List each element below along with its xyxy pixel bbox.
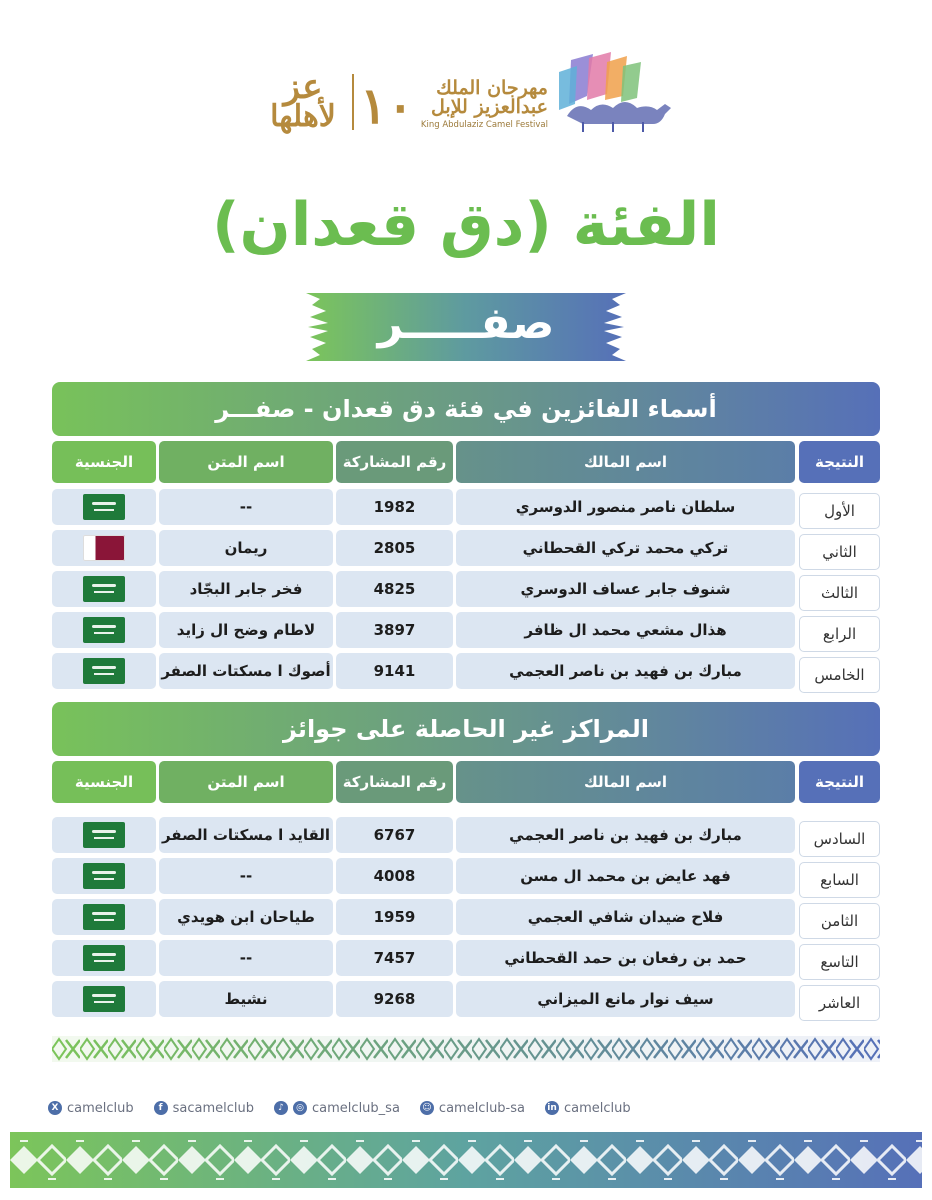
result-cell: الأول (799, 493, 880, 529)
festival-name-ar-line2: عبدالعزيز للإبل (431, 96, 548, 118)
logo-izz-line1: عز (283, 67, 323, 107)
social-x[interactable] (48, 1101, 134, 1116)
instagram-icon: ◎ (293, 1101, 307, 1115)
saudi-flag-icon (83, 494, 125, 520)
entry-number-cell: 4008 (336, 858, 453, 894)
snapchat-icon: ☺ (420, 1101, 434, 1115)
nationality-cell (52, 571, 156, 607)
sadu-pattern-footer (10, 1132, 922, 1188)
linkedin-icon: in (545, 1101, 559, 1115)
header-entry-number: رقم المشاركة (336, 761, 453, 803)
saudi-flag-icon (83, 904, 125, 930)
owner-cell: فلاح ضيدان شافي العجمي (456, 899, 795, 935)
header-mount-name: اسم المتن (159, 761, 333, 803)
result-cell: السابع (799, 862, 880, 898)
entry-number-cell: 9268 (336, 981, 453, 1017)
festival-camel-riders-icon (553, 52, 673, 132)
table-row (52, 612, 880, 648)
x-icon: X (48, 1101, 62, 1115)
social-handle: sacamelclub (172, 1100, 255, 1116)
mount-name-cell: -- (159, 489, 333, 525)
result-cell: الخامس (799, 657, 880, 693)
header-owner: اسم المالك (456, 441, 795, 483)
festival-name-en: King Abdulaziz Camel Festival (420, 120, 548, 130)
result-cell: السادس (799, 821, 880, 857)
owner-cell: تركي محمد تركي القحطاني (456, 530, 795, 566)
table-row (52, 981, 880, 1017)
header-entry-number: رقم المشاركة (336, 441, 453, 483)
mount-name-cell: أصوك ا مسكتات الصفر (159, 653, 333, 689)
table-header (52, 761, 880, 803)
entry-number-cell: 1982 (336, 489, 453, 525)
saudi-flag-icon (83, 617, 125, 643)
result-cell: الثالث (799, 575, 880, 611)
owner-cell: مبارك بن فهيد بن ناصر العجمي (456, 817, 795, 853)
tenth-edition-badge: ١٠ (360, 76, 414, 135)
saudi-flag-icon (83, 658, 125, 684)
nationality-cell (52, 981, 156, 1017)
nationality-cell (52, 489, 156, 525)
entry-number-cell: 3897 (336, 612, 453, 648)
entry-number-cell: 9141 (336, 653, 453, 689)
mount-name-cell: فخر جابر البجّاد (159, 571, 333, 607)
saudi-flag-icon (83, 822, 125, 848)
mount-name-cell: ريمان (159, 530, 333, 566)
table-row (52, 817, 880, 853)
social-links (48, 1098, 631, 1118)
saudi-flag-icon (83, 945, 125, 971)
logo-izz-line2: لأهلها (270, 99, 336, 134)
owner-cell: سيف نوار مانع الميزاني (456, 981, 795, 1017)
owner-cell: سلطان ناصر منصور الدوسري (456, 489, 795, 525)
entry-number-cell: 6767 (336, 817, 453, 853)
logo-divider (352, 74, 354, 130)
table-row (52, 489, 880, 525)
table-row (52, 571, 880, 607)
owner-cell: حمد بن رفعان بن حمد القحطاني (456, 940, 795, 976)
nationality-cell (52, 612, 156, 648)
festival-name-ar-line1: مهرجان الملك (436, 77, 548, 99)
social-tiktok-instagram[interactable] (274, 1101, 400, 1116)
nationality-cell (52, 530, 156, 566)
result-cell: العاشر (799, 985, 880, 1021)
category-subtitle: صفـــــر (377, 298, 555, 349)
result-cell: الثامن (799, 903, 880, 939)
header-nationality: الجنسية (52, 761, 156, 803)
nationality-cell (52, 653, 156, 689)
table-row (52, 530, 880, 566)
header-owner: اسم المالك (456, 761, 795, 803)
header-nationality: الجنسية (52, 441, 156, 483)
result-cell: الثاني (799, 534, 880, 570)
non-prize-section-title: المراكز غير الحاصلة على جوائز (52, 702, 880, 756)
mount-name-cell: نشيط (159, 981, 333, 1017)
nationality-cell (52, 940, 156, 976)
festival-logo-text (418, 77, 548, 130)
sadu-pattern-divider (52, 1036, 880, 1062)
mount-name-cell: القايد ا مسكتات الصفر (159, 817, 333, 853)
social-linkedin[interactable] (545, 1101, 631, 1116)
nationality-cell (52, 817, 156, 853)
owner-cell: مبارك بن فهيد بن ناصر العجمي (456, 653, 795, 689)
winners-table (52, 441, 880, 689)
entry-number-cell: 2805 (336, 530, 453, 566)
izz-laahlaha-logo (258, 67, 348, 134)
social-facebook[interactable] (154, 1101, 254, 1116)
social-snapchat[interactable] (420, 1101, 525, 1116)
qatar-flag-icon (83, 535, 125, 561)
social-handle: camelclub (564, 1100, 631, 1116)
header-mount-name: اسم المتن (159, 441, 333, 483)
social-handle: camelclub_sa (312, 1100, 400, 1116)
owner-cell: فهد عايض بن محمد ال مسن (456, 858, 795, 894)
table-row (52, 653, 880, 689)
tiktok-icon: ♪ (274, 1101, 288, 1115)
result-cell: الرابع (799, 616, 880, 652)
header-logos (0, 42, 932, 142)
nationality-cell (52, 899, 156, 935)
saudi-flag-icon (83, 986, 125, 1012)
table-header (52, 441, 880, 483)
non-prize-table (52, 761, 880, 1017)
social-handle: camelclub (67, 1100, 134, 1116)
saudi-flag-icon (83, 863, 125, 889)
social-handle: camelclub-sa (438, 1100, 525, 1116)
facebook-icon: f (154, 1101, 168, 1115)
winners-section-title: أسماء الفائزين في فئة دق قعدان - صفـــر (52, 382, 880, 436)
table-row (52, 940, 880, 976)
result-cell: التاسع (799, 944, 880, 980)
entry-number-cell: 7457 (336, 940, 453, 976)
owner-cell: شنوف جابر عساف الدوسري (456, 571, 795, 607)
nationality-cell (52, 858, 156, 894)
entry-number-cell: 4825 (336, 571, 453, 607)
header-result: النتيجة (799, 441, 880, 483)
category-title: الفئة (دق قعدان) (212, 190, 720, 260)
owner-cell: هذال مشعي محمد ال ظافر (456, 612, 795, 648)
header-result: النتيجة (799, 761, 880, 803)
mount-name-cell: لاطام وضح ال زايد (159, 612, 333, 648)
mount-name-cell: طياحان ابن هويدي (159, 899, 333, 935)
mount-name-cell: -- (159, 940, 333, 976)
saudi-flag-icon (83, 576, 125, 602)
table-row (52, 858, 880, 894)
mount-name-cell: -- (159, 858, 333, 894)
table-row (52, 899, 880, 935)
entry-number-cell: 1959 (336, 899, 453, 935)
